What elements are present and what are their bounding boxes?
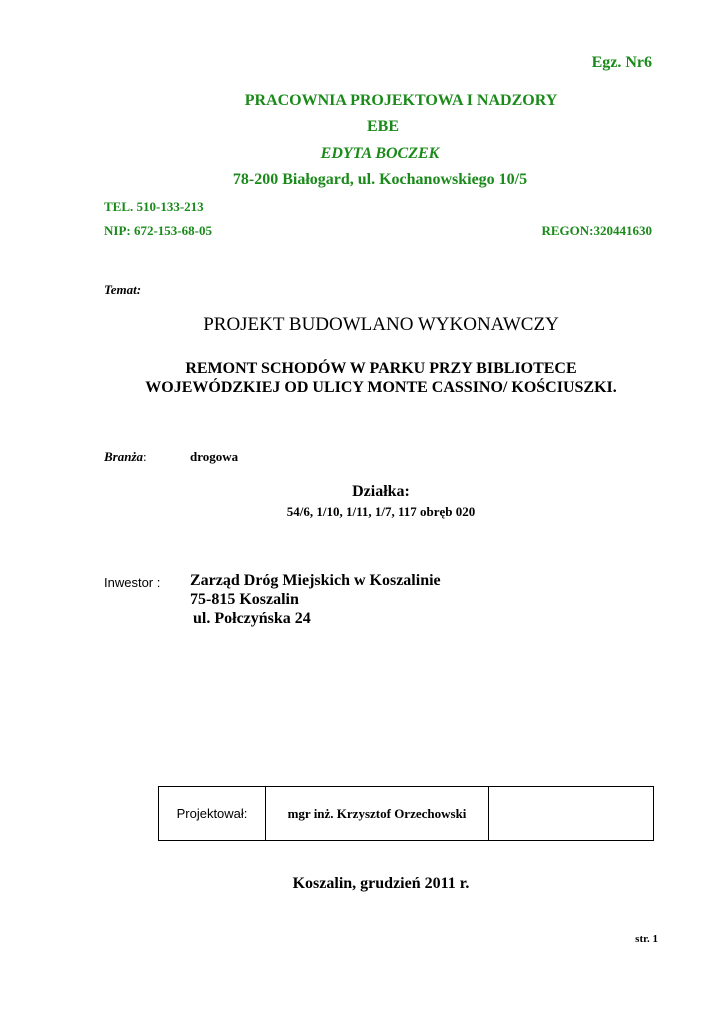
table-row [159, 787, 654, 841]
firm-name: PRACOWNIA PROJEKTOWA I NADZORY [244, 92, 558, 109]
firm-address: 78-200 Białogard, ul. Kochanowskiego 10/5 [232, 171, 528, 188]
branch-value: drogowa [190, 449, 239, 464]
project-subject-line-1: REMONT SCHODÓW W PARKU PRZY BIBLIOTECE [185, 360, 577, 377]
signature-cell [489, 787, 654, 841]
investor-street: ul. Połczyńska 24 [193, 610, 311, 627]
page-number: str. 1 [635, 933, 658, 945]
branch-label-group [104, 449, 147, 465]
firm-owner: EDYTA BOCZEK [320, 145, 440, 162]
firm-short-name: EBE [366, 118, 399, 135]
branch-label: Branża [104, 449, 144, 464]
firm-regon: REGON:320441630 [541, 223, 652, 238]
investor-name: Zarząd Dróg Miejskich w Koszalinie [190, 572, 441, 589]
plot-label: Działka: [352, 483, 410, 500]
place-and-date: Koszalin, grudzień 2011 r. [292, 875, 470, 892]
designer-signature-table [158, 786, 654, 841]
project-subject-line-2: WOJEWÓDZKIEJ OD ULICY MONTE CASSINO/ KOŚCIUSZKI. [145, 379, 617, 396]
branch-label-colon: : [143, 449, 147, 464]
firm-nip: NIP: 672-153-68-05 [104, 223, 212, 238]
investor-label: Inwestor : [104, 575, 161, 590]
project-title: PROJEKT BUDOWLANO WYKONAWCZY [203, 314, 559, 335]
designer-label: Projektował: [159, 787, 266, 841]
copy-number: Egz. Nr6 [591, 54, 652, 71]
investor-postal-city: 75-815 Koszalin [190, 591, 299, 608]
plot-value: 54/6, 1/10, 1/11, 1/7, 117 obręb 020 [286, 504, 476, 519]
designer-name: mgr inż. Krzysztof Orzechowski [266, 787, 489, 841]
firm-phone: TEL. 510-133-213 [104, 199, 204, 214]
topic-label: Temat: [104, 282, 142, 297]
